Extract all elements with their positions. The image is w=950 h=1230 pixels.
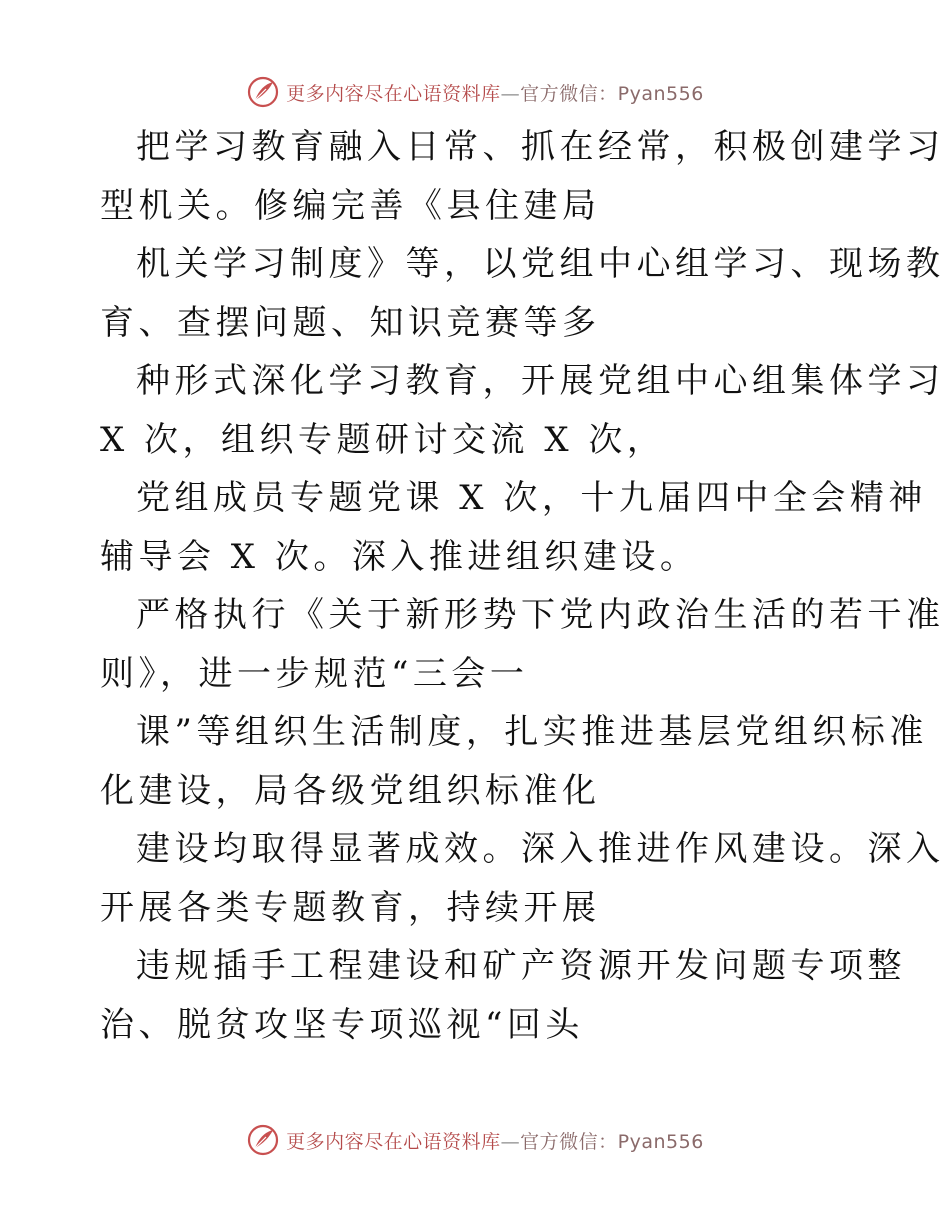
body-line: 育、查摆问题、知识竞赛等多 [100, 302, 601, 343]
body-line: 违规插手工程建设和矿产资源开发问题专项整 [136, 946, 906, 986]
body-line: 党组成员专题党课 X 次，十九届四中全会精神 [136, 478, 927, 518]
watermark-brand: 更多内容尽在心语资料库 [286, 1130, 501, 1153]
body-line: 辅导会 X 次。深入推进组织建设。 [100, 536, 699, 577]
body-line: 严格执行《关于新形势下党内政治生活的若干准 [136, 595, 945, 635]
body-line: 则》，进一步规范“三会一 [100, 653, 529, 694]
watermark-text [286, 79, 704, 106]
body-line: 课”等组织生活制度，扎实推进基层党组织标准 [136, 712, 928, 752]
watermark-dash: — [500, 1130, 521, 1153]
watermark-tail: 官方微信：Pyan556 [520, 1130, 704, 1153]
watermark-brand: 更多内容尽在心语资料库 [286, 82, 501, 105]
feather-logo-icon [246, 75, 280, 109]
body-line: 建设均取得显著成效。深入推进作风建设。深入 [136, 829, 945, 869]
document-body [100, 118, 945, 1054]
header-watermark [0, 72, 950, 112]
watermark-text [286, 1127, 704, 1154]
body-line: 把学习教育融入日常、抓在经常，积极创建学习 [136, 127, 945, 167]
body-line: 开展各类专题教育，持续开展 [100, 887, 601, 928]
body-line: 机关学习制度》等，以党组中心组学习、现场教 [136, 244, 945, 284]
body-line: 化建设，局各级党组织标准化 [100, 770, 601, 811]
watermark-dash: — [500, 82, 521, 105]
footer-watermark [0, 1120, 950, 1160]
body-line: 型机关。修编完善《县住建局 [100, 185, 601, 226]
body-line: 种形式深化学习教育，开展党组中心组集体学习 [136, 361, 945, 401]
body-line: X 次，组织专题研讨交流 X 次， [100, 419, 666, 460]
body-line: 治、脱贫攻坚专项巡视“回头 [100, 1004, 584, 1045]
watermark-tail: 官方微信：Pyan556 [520, 82, 704, 105]
feather-logo-icon [246, 1123, 280, 1157]
